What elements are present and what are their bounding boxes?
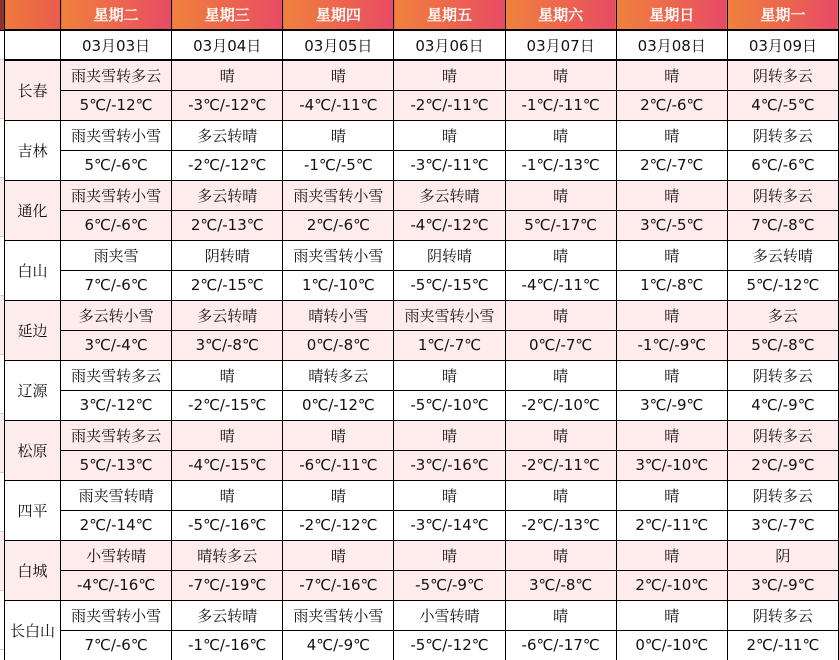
temperature-row — [5, 90, 839, 120]
temperature-cell: 7℃/-8℃ — [727, 210, 838, 240]
temperature-cell: -4℃/-15℃ — [172, 450, 283, 480]
weather-cell: 晴 — [283, 420, 394, 450]
weather-cell: 多云转晴 — [394, 180, 505, 210]
temperature-cell: 3℃/-4℃ — [61, 330, 172, 360]
weather-row — [5, 360, 839, 390]
weather-cell: 晴 — [394, 540, 505, 570]
table-body — [5, 60, 839, 660]
temperature-cell: 0℃/-10℃ — [616, 630, 727, 660]
temperature-cell: -5℃/-12℃ — [394, 630, 505, 660]
weather-cell: 晴 — [172, 420, 283, 450]
weather-cell: 雨夹雪转小雪 — [283, 180, 394, 210]
weather-cell: 晴 — [616, 300, 727, 330]
temperature-cell: 2℃/-11℃ — [616, 510, 727, 540]
temperature-cell: 6℃/-6℃ — [61, 210, 172, 240]
temperature-cell: -2℃/-10℃ — [505, 390, 616, 420]
weather-cell: 阴转多云 — [727, 420, 838, 450]
temperature-row — [5, 570, 839, 600]
temperature-cell: -7℃/-19℃ — [172, 570, 283, 600]
temperature-row — [5, 210, 839, 240]
weather-row — [5, 600, 839, 630]
weather-cell: 雨夹雪转小雪 — [61, 120, 172, 150]
weather-cell: 晴 — [616, 540, 727, 570]
weather-row — [5, 300, 839, 330]
date-corner-cell — [5, 30, 61, 60]
temperature-cell: -5℃/-16℃ — [172, 510, 283, 540]
weather-cell: 晴 — [283, 480, 394, 510]
weather-cell: 雨夹雪 — [61, 240, 172, 270]
weather-cell: 晴 — [505, 480, 616, 510]
temperature-cell: -7℃/-16℃ — [283, 570, 394, 600]
temperature-cell: -6℃/-17℃ — [505, 630, 616, 660]
temperature-cell: 1℃/-10℃ — [283, 270, 394, 300]
temperature-cell: 2℃/-15℃ — [172, 270, 283, 300]
temperature-cell: 2℃/-10℃ — [616, 570, 727, 600]
temperature-cell: 1℃/-7℃ — [394, 330, 505, 360]
date-cell: 03月09日 — [727, 30, 838, 60]
weather-cell: 多云转小雪 — [61, 300, 172, 330]
weather-cell: 阴转多云 — [727, 60, 838, 90]
weather-row — [5, 180, 839, 210]
temperature-cell: 2℃/-9℃ — [727, 450, 838, 480]
temperature-cell: -4℃/-12℃ — [394, 210, 505, 240]
temperature-cell: 6℃/-6℃ — [727, 150, 838, 180]
city-name-cell: 松原 — [5, 420, 61, 480]
temperature-cell: 0℃/-7℃ — [505, 330, 616, 360]
weather-cell: 阴转晴 — [172, 240, 283, 270]
temperature-cell: 4℃/-9℃ — [283, 630, 394, 660]
weather-cell: 多云转晴 — [172, 180, 283, 210]
temperature-cell: -1℃/-9℃ — [616, 330, 727, 360]
day-header-cell: 星期六 — [505, 0, 616, 30]
weather-row — [5, 480, 839, 510]
weather-cell: 多云转晴 — [172, 300, 283, 330]
weather-cell: 雨夹雪转多云 — [61, 420, 172, 450]
temperature-row — [5, 330, 839, 360]
weather-cell: 晴转小雪 — [283, 300, 394, 330]
city-name-cell: 长白山 — [5, 600, 61, 660]
temperature-cell: 3℃/-5℃ — [616, 210, 727, 240]
weather-cell: 雨夹雪转小雪 — [61, 600, 172, 630]
corner-cell — [5, 0, 61, 30]
day-header-cell: 星期四 — [283, 0, 394, 30]
weather-cell: 晴 — [505, 600, 616, 630]
temperature-cell: 0℃/-8℃ — [283, 330, 394, 360]
weather-cell: 多云转晴 — [727, 240, 838, 270]
weather-cell: 多云转晴 — [172, 120, 283, 150]
day-header-cell: 星期五 — [394, 0, 505, 30]
temperature-cell: -3℃/-16℃ — [394, 450, 505, 480]
temperature-cell: -5℃/-9℃ — [394, 570, 505, 600]
weather-cell: 雨夹雪转小雪 — [394, 300, 505, 330]
date-row — [5, 30, 839, 60]
weather-cell: 晴 — [394, 120, 505, 150]
weather-cell: 晴 — [394, 360, 505, 390]
temperature-cell: -1℃/-13℃ — [505, 150, 616, 180]
city-name-cell: 延边 — [5, 300, 61, 360]
temperature-cell: 5℃/-12℃ — [61, 90, 172, 120]
weather-cell: 晴 — [505, 240, 616, 270]
temperature-cell: 5℃/-12℃ — [727, 270, 838, 300]
weather-cell: 小雪转晴 — [394, 600, 505, 630]
day-header-cell: 星期二 — [61, 0, 172, 30]
weather-row — [5, 60, 839, 90]
date-cell: 03月05日 — [283, 30, 394, 60]
city-name-cell: 通化 — [5, 180, 61, 240]
date-cell: 03月08日 — [616, 30, 727, 60]
weather-cell: 阴转多云 — [727, 600, 838, 630]
weather-cell: 晴 — [283, 60, 394, 90]
temperature-cell: -2℃/-11℃ — [394, 90, 505, 120]
temperature-cell: 3℃/-9℃ — [616, 390, 727, 420]
weather-cell: 阴转晴 — [394, 240, 505, 270]
temperature-cell: 3℃/-12℃ — [61, 390, 172, 420]
weather-cell: 晴 — [172, 60, 283, 90]
city-name-cell: 白山 — [5, 240, 61, 300]
temperature-cell: 5℃/-13℃ — [61, 450, 172, 480]
weather-cell: 晴 — [505, 540, 616, 570]
day-header-cell: 星期三 — [172, 0, 283, 30]
temperature-cell: 3℃/-7℃ — [727, 510, 838, 540]
date-cell: 03月04日 — [172, 30, 283, 60]
weather-cell: 阴转多云 — [727, 360, 838, 390]
date-cell: 03月03日 — [61, 30, 172, 60]
weather-cell: 晴 — [505, 60, 616, 90]
temperature-cell: 0℃/-12℃ — [283, 390, 394, 420]
city-name-cell: 吉林 — [5, 120, 61, 180]
temperature-cell: -5℃/-15℃ — [394, 270, 505, 300]
weather-cell: 雨夹雪转小雪 — [283, 600, 394, 630]
temperature-row — [5, 630, 839, 660]
temperature-cell: -2℃/-12℃ — [283, 510, 394, 540]
city-name-cell: 长春 — [5, 60, 61, 120]
temperature-cell: 2℃/-6℃ — [283, 210, 394, 240]
weather-row — [5, 240, 839, 270]
temperature-cell: 7℃/-6℃ — [61, 270, 172, 300]
temperature-cell: 2℃/-6℃ — [616, 90, 727, 120]
weather-cell: 晴 — [616, 180, 727, 210]
temperature-cell: 3℃/-10℃ — [616, 450, 727, 480]
temperature-cell: 1℃/-8℃ — [616, 270, 727, 300]
weather-cell: 晴 — [394, 420, 505, 450]
weather-cell: 晴 — [616, 360, 727, 390]
weather-cell: 雨夹雪转小雪 — [61, 180, 172, 210]
weather-cell: 阴 — [727, 540, 838, 570]
temperature-row — [5, 150, 839, 180]
city-name-cell: 四平 — [5, 480, 61, 540]
weather-cell: 晴 — [505, 120, 616, 150]
weather-cell: 多云 — [727, 300, 838, 330]
table-header — [5, 0, 839, 60]
temperature-cell: 5℃/-8℃ — [727, 330, 838, 360]
weather-cell: 晴 — [616, 480, 727, 510]
temperature-cell: -4℃/-11℃ — [283, 90, 394, 120]
weather-cell: 晴 — [394, 60, 505, 90]
weather-cell: 阴转多云 — [727, 480, 838, 510]
weather-row — [5, 120, 839, 150]
temperature-cell: -6℃/-11℃ — [283, 450, 394, 480]
weather-cell: 晴 — [616, 120, 727, 150]
day-header-cell: 星期日 — [616, 0, 727, 30]
day-header-cell: 星期一 — [727, 0, 838, 30]
temperature-cell: -4℃/-16℃ — [61, 570, 172, 600]
temperature-cell: -3℃/-14℃ — [394, 510, 505, 540]
weather-cell: 晴 — [616, 240, 727, 270]
weather-cell: 晴 — [616, 420, 727, 450]
weather-cell: 雨夹雪转小雪 — [283, 240, 394, 270]
weather-cell: 晴 — [505, 360, 616, 390]
weather-cell: 雨夹雪转多云 — [61, 360, 172, 390]
city-name-cell: 白城 — [5, 540, 61, 600]
temperature-cell: -3℃/-12℃ — [172, 90, 283, 120]
temperature-row — [5, 510, 839, 540]
weather-cell: 雨夹雪转晴 — [61, 480, 172, 510]
weather-cell: 晴转多云 — [172, 540, 283, 570]
temperature-cell: 2℃/-11℃ — [727, 630, 838, 660]
weather-cell: 小雪转晴 — [61, 540, 172, 570]
temperature-cell: 4℃/-9℃ — [727, 390, 838, 420]
temperature-cell: 3℃/-8℃ — [505, 570, 616, 600]
temperature-cell: -5℃/-10℃ — [394, 390, 505, 420]
temperature-cell: -2℃/-15℃ — [172, 390, 283, 420]
temperature-cell: -2℃/-12℃ — [172, 150, 283, 180]
temperature-cell: 7℃/-6℃ — [61, 630, 172, 660]
day-header-row — [5, 0, 839, 30]
temperature-cell: 3℃/-8℃ — [172, 330, 283, 360]
temperature-cell: -1℃/-11℃ — [505, 90, 616, 120]
temperature-cell: -2℃/-11℃ — [505, 450, 616, 480]
temperature-cell: -1℃/-16℃ — [172, 630, 283, 660]
city-name-cell: 辽源 — [5, 360, 61, 420]
weather-cell: 多云转晴 — [172, 600, 283, 630]
weather-cell: 晴 — [394, 480, 505, 510]
temperature-row — [5, 270, 839, 300]
weather-cell: 阴转多云 — [727, 180, 838, 210]
temperature-cell: -3℃/-11℃ — [394, 150, 505, 180]
weather-cell: 晴 — [505, 300, 616, 330]
weather-cell: 晴 — [172, 360, 283, 390]
temperature-cell: -1℃/-5℃ — [283, 150, 394, 180]
temperature-cell: 4℃/-5℃ — [727, 90, 838, 120]
temperature-cell: -4℃/-11℃ — [505, 270, 616, 300]
weather-cell: 阴转多云 — [727, 120, 838, 150]
temperature-cell: 5℃/-6℃ — [61, 150, 172, 180]
date-cell: 03月07日 — [505, 30, 616, 60]
weather-cell: 晴 — [283, 120, 394, 150]
weather-row — [5, 540, 839, 570]
temperature-cell: 5℃/-17℃ — [505, 210, 616, 240]
temperature-cell: 3℃/-9℃ — [727, 570, 838, 600]
weather-cell: 雨夹雪转多云 — [61, 60, 172, 90]
weather-cell: 晴转多云 — [283, 360, 394, 390]
weather-cell: 晴 — [172, 480, 283, 510]
temperature-cell: -2℃/-13℃ — [505, 510, 616, 540]
temperature-row — [5, 450, 839, 480]
temperature-cell: 2℃/-13℃ — [172, 210, 283, 240]
weather-cell: 晴 — [616, 600, 727, 630]
date-cell: 03月06日 — [394, 30, 505, 60]
weather-cell: 晴 — [283, 540, 394, 570]
temperature-row — [5, 390, 839, 420]
weather-row — [5, 420, 839, 450]
weather-cell: 晴 — [505, 420, 616, 450]
weather-cell: 晴 — [505, 180, 616, 210]
temperature-cell: 2℃/-7℃ — [616, 150, 727, 180]
forecast-table — [4, 0, 839, 660]
weather-cell: 晴 — [616, 60, 727, 90]
temperature-cell: 2℃/-14℃ — [61, 510, 172, 540]
